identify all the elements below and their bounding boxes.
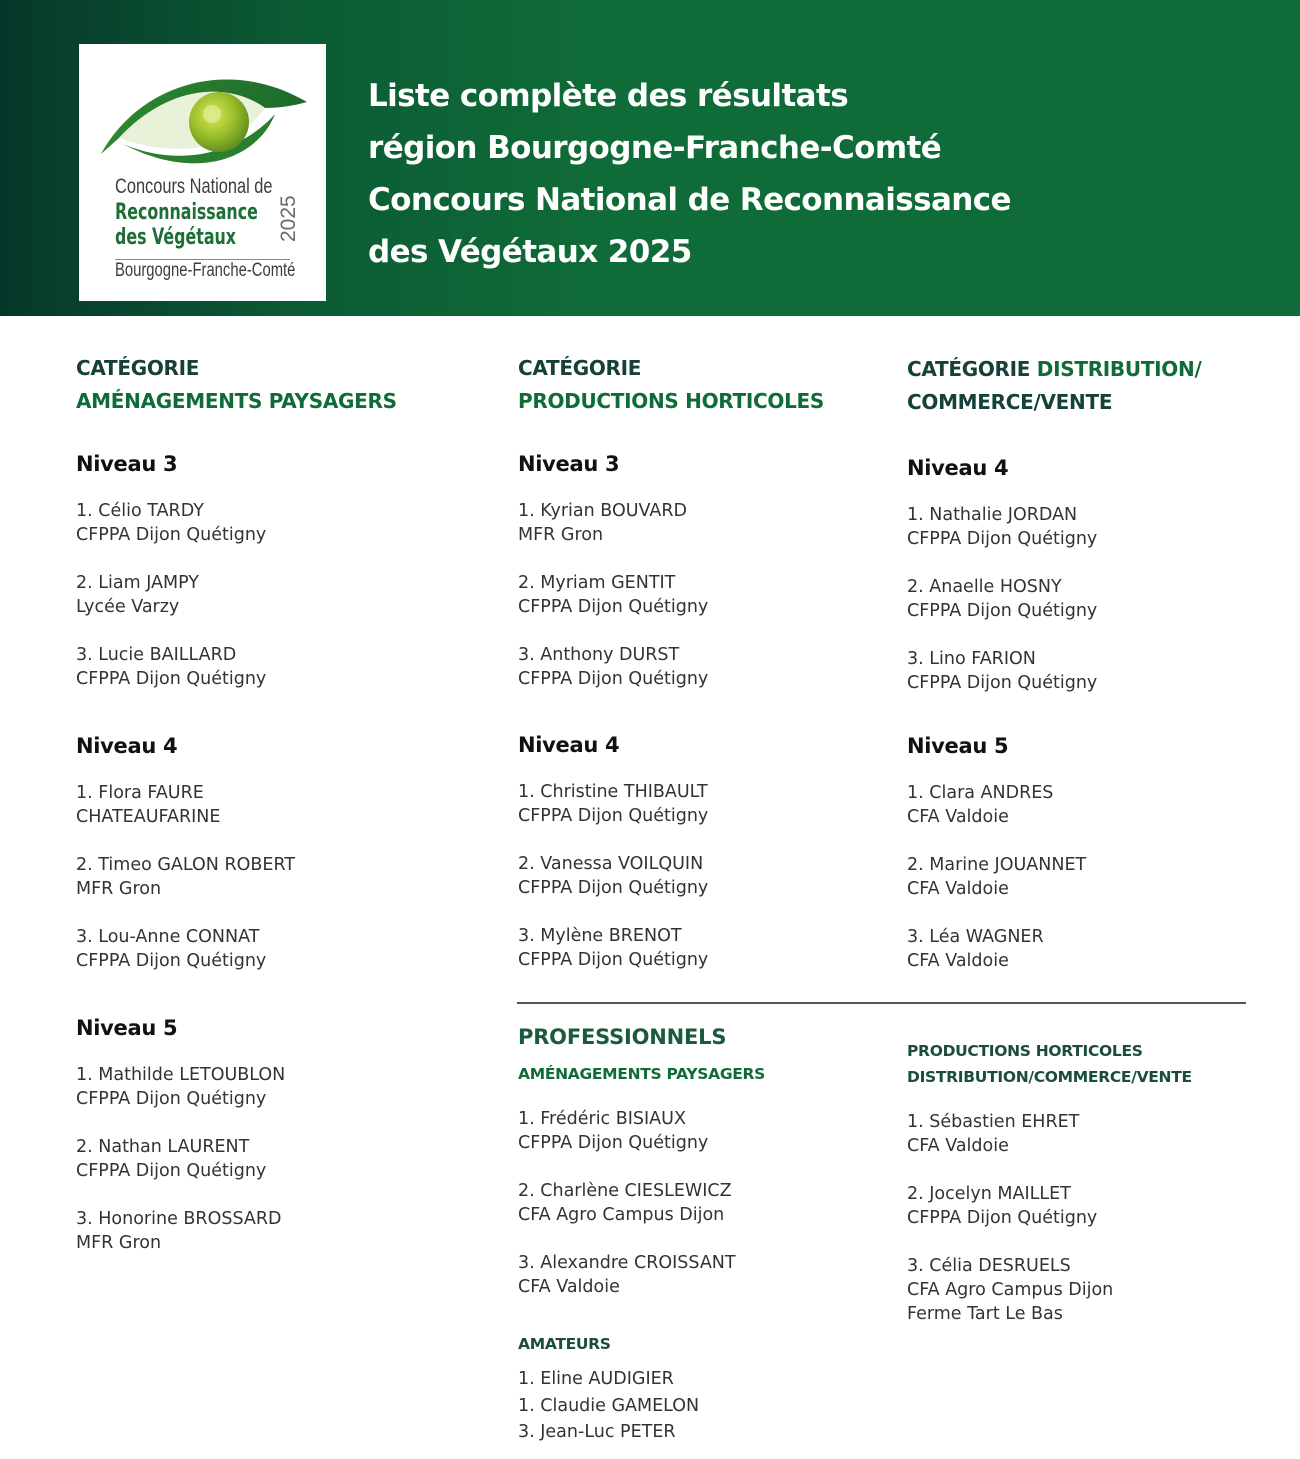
result-entry <box>907 853 1086 901</box>
category-title-amenagements <box>76 352 397 418</box>
entry-school: MFR Gron <box>76 879 162 899</box>
entry-name: 3. Lou-Anne CONNAT <box>76 927 260 947</box>
entry-name: 1. Célio TARDY <box>76 501 204 521</box>
entry-school: CFPPA Dijon Quétigny <box>76 1161 267 1181</box>
level-heading: Niveau 3 <box>518 452 620 476</box>
entry-school: Lycée Varzy <box>76 597 180 617</box>
result-entry <box>907 503 1097 551</box>
entry-name: 3. Mylène BRENOT <box>518 926 682 946</box>
amateurs-list <box>518 1366 699 1446</box>
title-line: des Végétaux 2025 <box>368 234 692 270</box>
entry-school: CFPPA Dijon Quétigny <box>907 1208 1098 1228</box>
entry-name: 1. Nathalie JORDAN <box>907 505 1078 525</box>
level-heading: Niveau 5 <box>76 1016 178 1040</box>
category-title-distribution <box>907 353 1201 419</box>
title-line: région Bourgogne-Franche-Comté <box>368 130 942 166</box>
entry-school: CFPPA Dijon Quétigny <box>907 529 1098 549</box>
result-entry <box>76 1063 285 1111</box>
result-entry <box>518 1251 736 1299</box>
entry-school: CFA Valdoie <box>907 807 1009 827</box>
category-title-horticoles <box>518 352 824 418</box>
category-title-line: CATÉGORIE <box>907 357 1031 381</box>
entry-name: 3. Célia DESRUELS <box>907 1256 1071 1276</box>
entry-name: 1. Frédéric BISIAUX <box>518 1109 686 1129</box>
result-entry <box>518 1179 732 1227</box>
entry-school: CFPPA Dijon Quétigny <box>76 525 267 545</box>
professionnels-title: PROFESSIONNELS <box>518 1025 727 1049</box>
section-divider <box>517 1002 1246 1004</box>
result-entry <box>518 852 708 900</box>
category-title-line: CATÉGORIE <box>518 356 642 380</box>
result-entry <box>76 1135 266 1183</box>
category-title-line: DISTRIBUTION/ <box>1030 357 1202 381</box>
result-entry <box>907 1254 1113 1326</box>
level-heading: Niveau 4 <box>518 733 620 757</box>
entry-school: CFPPA Dijon Quétigny <box>518 597 709 617</box>
level-heading: Niveau 3 <box>76 452 178 476</box>
result-entry <box>76 925 266 973</box>
result-entry <box>76 643 266 691</box>
category-title-line: AMÉNAGEMENTS PAYSAGERS <box>76 389 397 413</box>
entry-school: CFPPA Dijon Quétigny <box>907 673 1098 693</box>
entry-name: 3. Léa WAGNER <box>907 927 1044 947</box>
entry-name: 1. Mathilde LETOUBLON <box>76 1065 286 1085</box>
list-item: 1. Eline AUDIGIER <box>518 1369 674 1389</box>
result-entry <box>518 780 708 828</box>
entry-school: CFA Agro Campus Dijon <box>907 1280 1114 1300</box>
entry-school: CFPPA Dijon Quétigny <box>518 806 709 826</box>
level-heading: Niveau 5 <box>907 734 1009 758</box>
subtitle-line: DISTRIBUTION/COMMERCE/VENTE <box>907 1068 1192 1086</box>
level-heading: Niveau 4 <box>76 734 178 758</box>
page-title <box>368 70 1268 278</box>
logo-line-3: des Végétaux <box>115 225 237 250</box>
result-entry <box>518 924 708 972</box>
title-line: Concours National de Reconnaissance <box>368 182 1011 218</box>
subtitle-line: PRODUCTIONS HORTICOLES <box>907 1042 1143 1060</box>
entry-school: CFA Agro Campus Dijon <box>518 1205 725 1225</box>
result-entry <box>76 781 220 829</box>
result-entry <box>518 571 708 619</box>
entry-name: 1. Christine THIBAULT <box>518 782 708 802</box>
logo-line-2: Reconnaissance <box>115 200 258 225</box>
professionnels-horticoles-subtitle <box>907 1038 1192 1090</box>
entry-school: CFA Valdoie <box>907 951 1009 971</box>
result-entry <box>907 575 1097 623</box>
entry-school: CFPPA Dijon Quétigny <box>518 878 709 898</box>
title-line: Liste complète des résultats <box>368 78 849 114</box>
entry-school: CFPPA Dijon Quétigny <box>907 601 1098 621</box>
result-entry <box>907 781 1053 829</box>
category-title-line: PRODUCTIONS HORTICOLES <box>518 389 824 413</box>
entry-school: CFA Valdoie <box>518 1277 620 1297</box>
entry-school: CFPPA Dijon Quétigny <box>76 951 267 971</box>
entry-name: 3. Anthony DURST <box>518 645 680 665</box>
entry-name: 3. Honorine BROSSARD <box>76 1209 282 1229</box>
entry-name: 2. Jocelyn MAILLET <box>907 1184 1071 1204</box>
logo-year: 2025 <box>277 195 300 242</box>
entry-name: 3. Lucie BAILLARD <box>76 645 237 665</box>
entry-name: 2. Vanessa VOILQUIN <box>518 854 704 874</box>
entry-school: CFPPA Dijon Quétigny <box>518 950 709 970</box>
entry-school: CFPPA Dijon Quétigny <box>518 669 709 689</box>
result-entry <box>76 499 266 547</box>
logo-line-1: Concours National de <box>115 175 273 198</box>
competition-logo <box>79 44 326 301</box>
category-title-line: CATÉGORIE <box>76 356 200 380</box>
result-entry <box>518 643 708 691</box>
entry-name: 2. Liam JAMPY <box>76 573 199 593</box>
entry-name: 1. Sébastien EHRET <box>907 1112 1080 1132</box>
list-item: 1. Claudie GAMELON <box>518 1395 700 1416</box>
result-entry <box>76 1207 282 1255</box>
entry-name: 2. Marine JOUANNET <box>907 855 1087 875</box>
entry-name: 1. Kyrian BOUVARD <box>518 501 687 521</box>
result-entry <box>518 1107 708 1155</box>
entry-name: 1. Flora FAURE <box>76 783 204 803</box>
entry-name: 1. Clara ANDRES <box>907 783 1054 803</box>
entry-school: CFA Valdoie <box>907 1136 1009 1156</box>
entry-school: MFR Gron <box>518 525 604 545</box>
entry-school: MFR Gron <box>76 1233 162 1253</box>
level-heading: Niveau 4 <box>907 456 1009 480</box>
result-entry <box>907 925 1044 973</box>
entry-school: CFPPA Dijon Quétigny <box>76 669 267 689</box>
entry-name: 2. Myriam GENTIT <box>518 573 676 593</box>
list-item: 3. Jean-Luc PETER <box>518 1422 676 1442</box>
result-entry <box>76 571 199 619</box>
entry-name: 2. Nathan LAURENT <box>76 1137 250 1157</box>
entry-school: Ferme Tart Le Bas <box>907 1304 1063 1324</box>
entry-school: CFPPA Dijon Quétigny <box>76 1089 267 1109</box>
entry-school: CHATEAUFARINE <box>76 807 221 827</box>
result-entry <box>907 1182 1097 1230</box>
professionnels-amenagements-subtitle: AMÉNAGEMENTS PAYSAGERS <box>518 1065 766 1083</box>
entry-school: CFPPA Dijon Quétigny <box>518 1133 709 1153</box>
entry-school: CFA Valdoie <box>907 879 1009 899</box>
entry-name: 2. Charlène CIESLEWICZ <box>518 1181 732 1201</box>
header-banner <box>0 0 1300 316</box>
entry-name: 3. Alexandre CROISSANT <box>518 1253 736 1273</box>
result-entry <box>907 647 1097 695</box>
entry-name: 2. Anaelle HOSNY <box>907 577 1062 597</box>
result-entry <box>518 499 687 547</box>
category-title-line: COMMERCE/VENTE <box>907 390 1113 414</box>
entry-name: 2. Timeo GALON ROBERT <box>76 855 296 875</box>
entry-name: 3. Lino FARION <box>907 649 1036 669</box>
result-entry <box>76 853 295 901</box>
logo-region: Bourgogne-Franche-Comté <box>115 260 296 281</box>
amateurs-title: AMATEURS <box>518 1335 611 1353</box>
result-entry <box>907 1110 1079 1158</box>
